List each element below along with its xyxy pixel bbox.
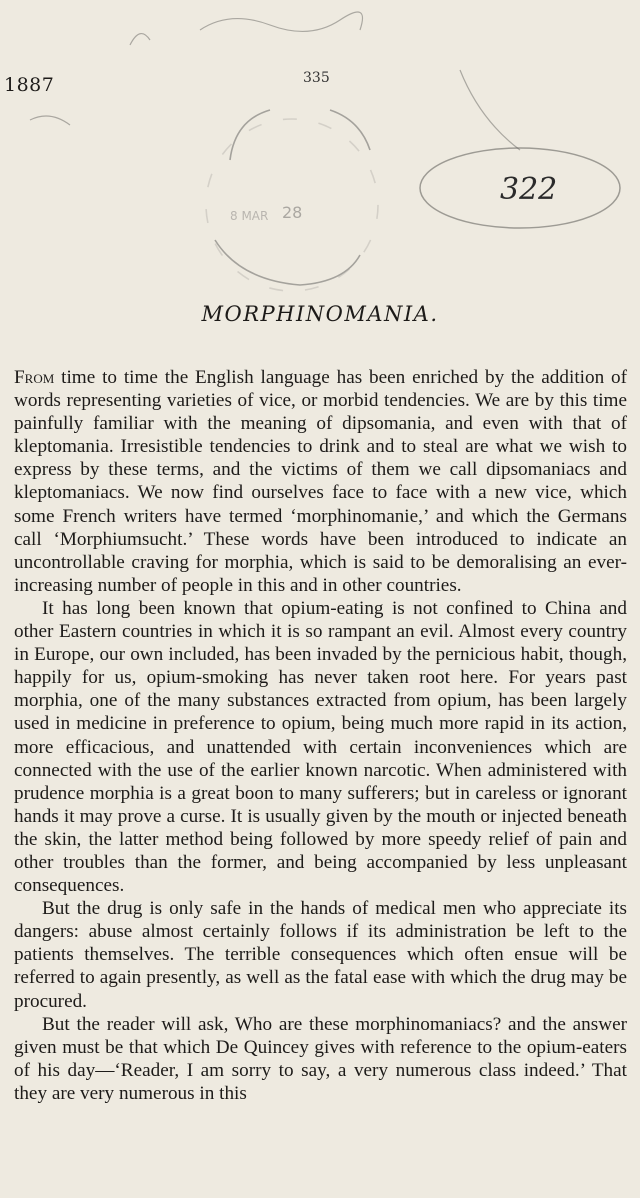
- paragraph-text: But the drug is only safe in the hands of medical men who appreciate its dangers: abuse almost certainly follows if its administration be left to the patients themselves. The terrible consequences which often ensue will be referred to again presently, as well as the fatal ease with which the drug may be procured.: [14, 898, 627, 1012]
- svg-text:28: 28: [282, 203, 303, 222]
- paragraph-text: It has long been known that opium-eating is not confined to China and other Eastern countries in which it is so rampant an evil. Almost every country in Europe, our own included, has been invaded by the pernicious habit, though, happily for us, opium-smoking has never taken root here. For years past morphia, one of the many substances extracted from opium, has been largely used in medicine in preference to opium, being much more rapid in its action, more efficacious, and unattended with certain inconveniences which are connected with the use of the earlier known narcotic. When administered with prudence morphia is a great boon to many sufferers; but in careless or ignorant hands it may prove a curse. It is usually given by the mouth or injected beneath the skin, the latter method being followed by more speedy relief of pain and other troubles than the former, and being accompanied by less unpleasant consequences.: [14, 597, 627, 897]
- paragraph: [14, 597, 627, 897]
- svg-text:8 MAR: 8 MAR: [230, 209, 269, 223]
- paragraph-text: But the reader will ask, Who are these morphinomaniacs? and the answer given must be that which De Quincey gives with reference to the opium-eaters of his day—‘Reader, I am sorry to say, a very numerous class indeed.’ That they are very numerous in this: [14, 1013, 627, 1104]
- article-body: [14, 366, 627, 1105]
- year-label: 1887: [4, 74, 55, 96]
- paragraph: [14, 1013, 627, 1105]
- paragraph: [14, 897, 627, 1012]
- library-stamp: [0, 0, 640, 300]
- article-title: MORPHINOMANIA.: [201, 302, 439, 326]
- page-number: 335: [303, 70, 330, 86]
- handwritten-number: 322: [500, 172, 558, 207]
- drop-lead-word: From: [14, 367, 55, 388]
- paragraph-text: time to time the English language has been enriched by the addition of words representing varieties of vice, or morbid tendencies. We are by this time painfully familiar with the meaning of dipsomania, and even with that of kleptomania. Irresistible tendencies to drink and to steal are what we wish to express by these terms, and the victims of them we call dipsomaniacs and kleptomaniacs. We now find ourselves face to face with a new vice, which some French writers have termed ‘morphinomanie,’ and which the Germans call ‘Morphiumsucht.’ These words have been introduced to indicate an uncontrollable craving for morphia, which is said to be demoralising an ever-increasing number of people in this and in other countries.: [14, 367, 627, 596]
- paragraph: [14, 366, 627, 597]
